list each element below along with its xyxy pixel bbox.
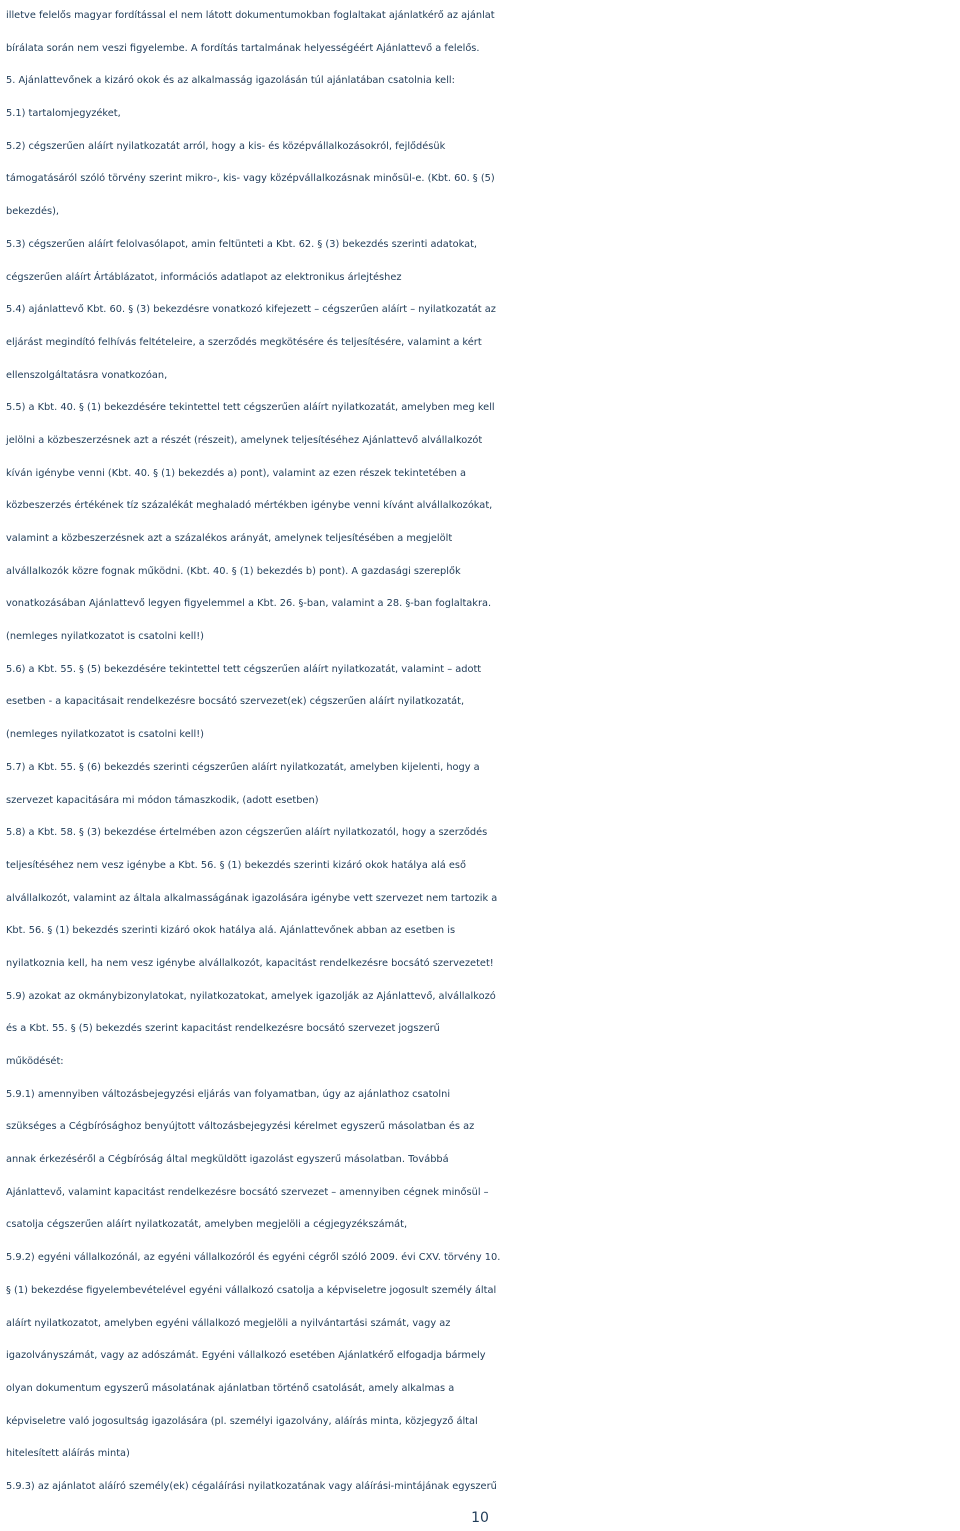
text-line: 5. Ajánlattevőnek a kizáró okok és az alkalmasság igazolásán túl ajánlatában csatolnia kell: — [6, 75, 455, 87]
text-line: szervezet kapacitására mi módon támaszkodik, (adott esetben) — [6, 794, 319, 806]
text-line: esetben - a kapacitásait rendelkezésre bocsátó szervezet(ek) cégszerűen aláírt nyilatkozatát, — [6, 696, 465, 708]
text-line: szükséges a Cégbírósághoz benyújtott változásbejegyzési kérelmet egyszerű másolatban és az — [6, 1121, 475, 1133]
text-line: § (1) bekezdése figyelembevételével egyéni vállalkozó csatolja a képviseletre jogosult személy által — [6, 1284, 497, 1296]
text-line: bekezdés), — [6, 206, 60, 218]
text-line: 5.9.2) egyéni vállalkozónál, az egyéni vállalkozóról és egyéni cégről szóló 2009. évi CXV. törvény 10. — [6, 1252, 501, 1264]
page-number: 10 — [471, 1510, 489, 1526]
document-page — [6, 0, 958, 1504]
text-line: illetve felelős magyar fordítással el nem látott dokumentumokban foglaltakat ajánlatkérő az ajánlat — [6, 10, 495, 21]
text-line: 5.2) cégszerűen aláírt nyilatkozatát arról, hogy a kis- és középvállalkozásokról, fejlődésük — [6, 140, 446, 152]
text-line: eljárást megindító felhívás feltételeire, a szerződés megkötésére és teljesítésére, valamint a kért — [6, 336, 482, 348]
text-line: jelölni a közbeszerzésnek azt a részét (részeit), amelynek teljesítéséhez Ajánlattevő alvállalkozót — [6, 434, 483, 446]
text-line: (nemleges nyilatkozatot is csatolni kell!) — [6, 631, 204, 643]
text-line: igazolványszámát, vagy az adószámát. Egyéni vállalkozó esetében Ajánlatkérő elfogadja bármely — [6, 1350, 486, 1362]
text-line: támogatásáról szóló törvény szerint mikro-, kis- vagy középvállalkozásnak minősül-e. (Kbt. 60. § (5) — [6, 173, 495, 185]
text-line: 5.6) a Kbt. 55. § (5) bekezdésére tekintettel tett cégszerűen aláírt nyilatkozatát, valamint – adott — [6, 663, 482, 675]
text-line: 5.9.1) amennyiben változásbejegyzési eljárás van folyamatban, úgy az ajánlathoz csatolni — [6, 1088, 451, 1100]
text-line: bírálata során nem veszi figyelembe. A fordítás tartalmának helyességéért Ajánlattevő a felelős. — [6, 42, 480, 54]
text-line: nyilatkoznia kell, ha nem vesz igénybe alvállalkozót, kapacitást rendelkezésre bocsátó szervezetet! — [6, 957, 494, 969]
text-line: 5.1) tartalomjegyzéket, — [6, 108, 121, 120]
text-line: ellenszolgáltatásra vonatkozóan, — [6, 369, 168, 381]
text-line: olyan dokumentum egyszerű másolatának ajánlatban történő csatolását, amely alkalmas a — [6, 1382, 455, 1394]
text-line: alvállalkozót, valamint az általa alkalmasságának igazolására igénybe vett szervezet nem tartozik a — [6, 892, 498, 904]
text-line: (nemleges nyilatkozatot is csatolni kell!) — [6, 729, 204, 741]
text-line: vonatkozásában Ajánlattevő legyen figyelemmel a Kbt. 26. §-ban, valamint a 28. §-ban foglaltakra. — [6, 598, 492, 610]
text-line: kíván igénybe venni (Kbt. 40. § (1) bekezdés a) pont), valamint az ezen részek tekintetében a — [6, 467, 467, 479]
text-line: Ajánlattevő, valamint kapacitást rendelkezésre bocsátó szervezet – amennyiben cégnek minősül – — [6, 1186, 489, 1198]
text-line: teljesítéséhez nem vesz igénybe a Kbt. 56. § (1) bekezdés szerinti kizáró okok hatálya alá eső — [6, 859, 466, 871]
text-line: képviseletre való jogosultság igazolására (pl. személyi igazolvány, aláírás minta, közjegyző által — [6, 1415, 478, 1427]
text-line: alvállalkozók közre fognak működni. (Kbt. 40. § (1) bekezdés b) pont). A gazdasági szereplők — [6, 565, 461, 577]
text-line: 5.9) azokat az okmánybizonylatokat, nyilatkozatokat, amelyek igazolják az Ajánlattevő, alvállalkozó — [6, 990, 496, 1002]
text-line: valamint a közbeszerzésnek azt a százalékos arányát, amelynek teljesítésében a megjelölt — [6, 533, 453, 544]
text-line: 5.7) a Kbt. 55. § (6) bekezdés szerinti cégszerűen aláírt nyilatkozatát, amelyben kijelenti, hogy a — [6, 761, 480, 773]
text-line: csatolja cégszerűen aláírt nyilatkozatát, amelyben megjelöli a cégjegyzékszámát, — [6, 1219, 408, 1231]
text-line: 5.9.3) az ajánlatot aláíró személy(ek) cégaláírási nyilatkozatának vagy aláírási-mintájának egyszerű — [6, 1480, 497, 1492]
text-line: közbeszerzés értékének tíz százalékát meghaladó mértékben igénybe venni kívánt alvállalkozókat, — [6, 500, 493, 512]
text-line: Kbt. 56. § (1) bekezdés szerinti kizáró okok hatálya alá. Ajánlattevőnek abban az esetben is — [6, 925, 456, 937]
text-line: aláírt nyilatkozatot, amelyben egyéni vállalkozó megjelöli a nyilvántartási számát, vagy az — [6, 1317, 451, 1329]
text-line: 5.3) cégszerűen aláírt felolvasólapot, amin feltünteti a Kbt. 62. § (3) bekezdés szerinti adatokat, — [6, 238, 478, 250]
text-line: 5.4) ajánlattevő Kbt. 60. § (3) bekezdésre vonatkozó kifejezett – cégszerűen aláírt – nyilatkozatát az — [6, 304, 496, 316]
text-line: cégszerűen aláírt Ártáblázatot, információs adatlapot az elektronikus árlejtéshez — [6, 271, 402, 283]
text-line: működését: — [6, 1056, 64, 1067]
text-line: hitelesített aláírás minta) — [6, 1448, 130, 1460]
text-line: és a Kbt. 55. § (5) bekezdés szerint kapacitást rendelkezésre bocsátó szervezet jogszerű — [6, 1023, 440, 1035]
text-line: 5.8) a Kbt. 58. § (3) bekezdése értelmében azon cégszerűen aláírt nyilatkozatól, hogy a szerződés — [6, 827, 488, 839]
text-line: annak érkezéséről a Cégbíróság által megküldött igazolást egyszerű másolatban. Továbbá — [6, 1154, 449, 1166]
text-line: 5.5) a Kbt. 40. § (1) bekezdésére tekintettel tett cégszerűen aláírt nyilatkozatát, amelyben meg kell — [6, 402, 495, 414]
